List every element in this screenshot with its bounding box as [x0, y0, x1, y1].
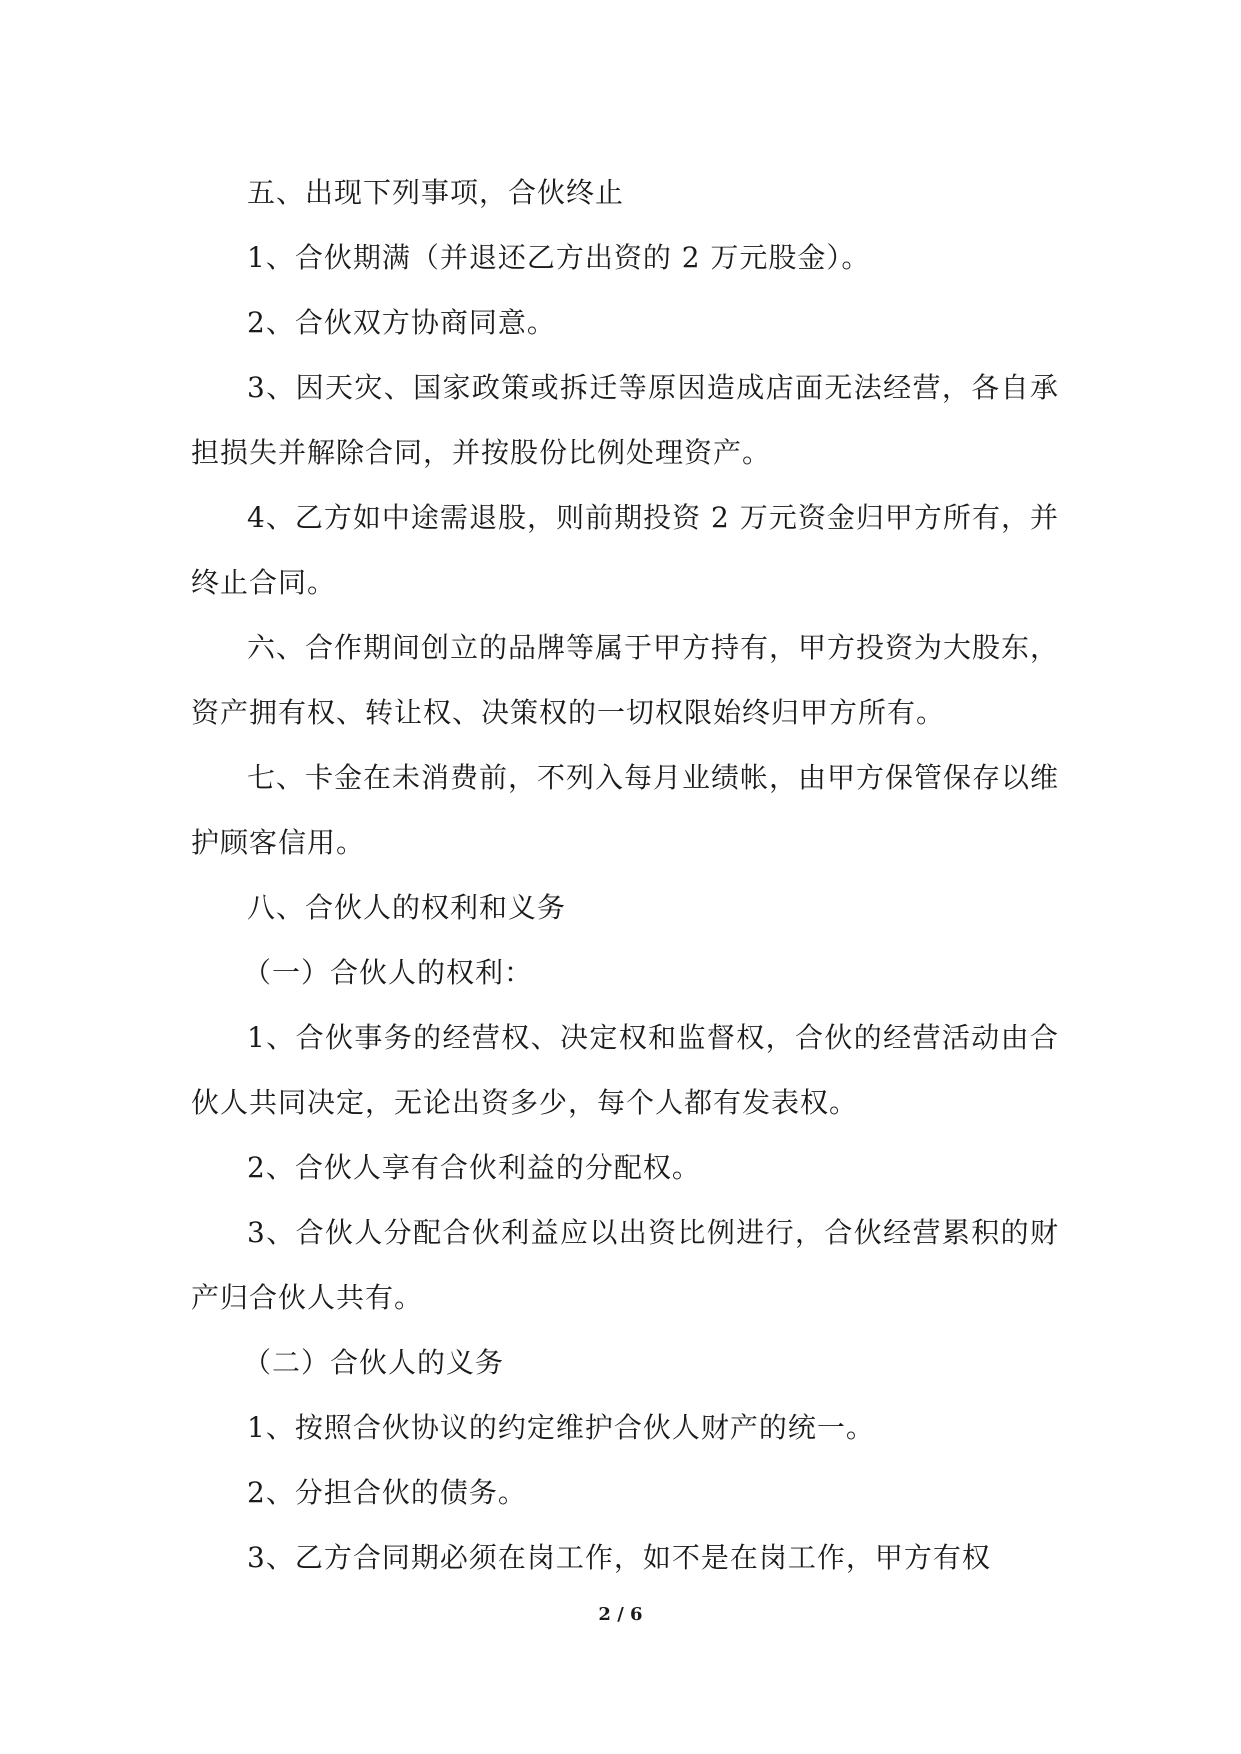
- section-heading-termination: 五、出现下列事项，合伙终止: [247, 176, 625, 209]
- paragraph: 3、乙方合同期必须在岗工作，如不是在岗工作，甲方有权: [247, 1541, 991, 1574]
- paragraph: 1、合伙事务的经营权、决定权和监督权，合伙的经营活动由合伙人共同决定，无论出资多少，每个人都有发表权。: [191, 1021, 1059, 1119]
- paragraph: 2、分担合伙的债务。: [247, 1476, 527, 1509]
- paragraph: 3、因天灾、国家政策或拆迁等原因造成店面无法经营，各自承担损失并解除合同，并按股份比例处理资产。: [191, 371, 1059, 469]
- section-paragraph-card-funds: 七、卡金在未消费前，不列入每月业绩帐，由甲方保管保存以维护顾客信用。: [191, 761, 1060, 859]
- page-number: 2 / 6: [598, 1604, 643, 1625]
- paragraph: 2、合伙双方协商同意。: [247, 306, 556, 339]
- subsection-heading-rights: （一）合伙人的权利：: [243, 956, 534, 989]
- subsection-heading-duties: （二）合伙人的义务: [243, 1346, 505, 1379]
- paragraph: 2、合伙人享有合伙利益的分配权。: [247, 1151, 701, 1184]
- document-body: [191, 160, 1059, 1590]
- section-heading-rights-duties: 八、合伙人的权利和义务: [247, 891, 567, 924]
- paragraph: 4、乙方如中途需退股，则前期投资 2 万元资金归甲方所有，并终止合同。: [191, 501, 1059, 599]
- paragraph: 1、合伙期满（并退还乙方出资的 2 万元股金）。: [247, 241, 871, 274]
- paragraph: 1、按照合伙协议的约定维护合伙人财产的统一。: [247, 1411, 875, 1444]
- section-paragraph-brand: 六、合作期间创立的品牌等属于甲方持有，甲方投资为大股东，资产拥有权、转让权、决策权的一切权限始终归甲方所有。: [191, 631, 1060, 729]
- paragraph: 3、合伙人分配合伙利益应以出资比例进行，合伙经营累积的财产归合伙人共有。: [191, 1216, 1059, 1314]
